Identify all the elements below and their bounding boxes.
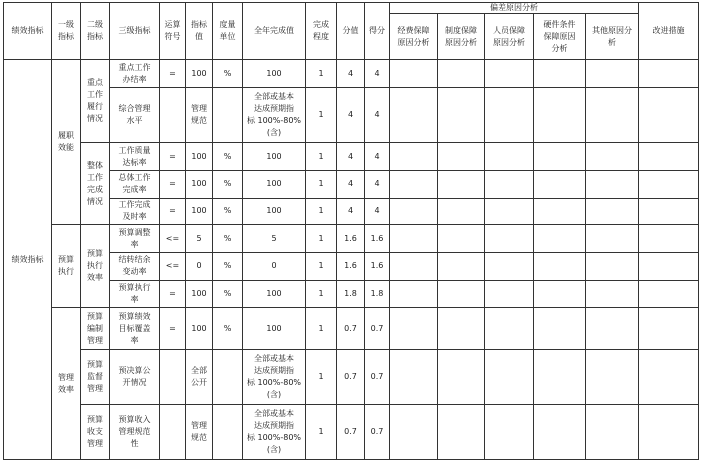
completion-cell: 1 <box>306 404 337 459</box>
deviation-cell <box>586 88 639 143</box>
deviation-cell <box>438 404 485 459</box>
operator-cell: <= <box>160 225 186 253</box>
annual-value-cell: 100 <box>243 60 306 88</box>
group-level2-key-work: 重点 工作 履行 情况 <box>81 60 110 143</box>
deviation-cell <box>534 225 586 253</box>
annual-value-cell: 全部或基本 达成预期指 标 100%-80% (含) <box>243 350 306 404</box>
header-deviation-group: 偏差原因分析 <box>390 3 639 14</box>
score-cell: 1.6 <box>365 252 390 280</box>
table-row <box>4 143 699 171</box>
unit-cell: % <box>213 143 243 171</box>
table-row <box>4 225 699 253</box>
deviation-cell <box>438 308 485 350</box>
table-row <box>4 60 699 88</box>
target-cell: 100 <box>186 308 213 350</box>
score-weight-cell: 4 <box>337 88 365 143</box>
score-cell: 4 <box>365 198 390 225</box>
header-dev-funding: 经费保障 原因分析 <box>390 14 438 60</box>
deviation-cell <box>485 60 534 88</box>
level3-cell: 重点工作 办结率 <box>110 60 160 88</box>
deviation-cell <box>390 60 438 88</box>
deviation-cell <box>390 308 438 350</box>
deviation-cell <box>534 350 586 404</box>
improvement-cell <box>639 88 699 143</box>
group-level1-duty: 履职 效能 <box>52 60 81 225</box>
unit-cell <box>213 350 243 404</box>
header-unit: 度量 单位 <box>213 3 243 60</box>
unit-cell: % <box>213 280 243 308</box>
target-cell: 100 <box>186 280 213 308</box>
score-weight-cell: 0.7 <box>337 404 365 459</box>
deviation-cell <box>586 252 639 280</box>
target-cell: 100 <box>186 171 213 199</box>
annual-value-cell: 100 <box>243 171 306 199</box>
group-indicator: 绩效指标 <box>4 60 52 460</box>
group-level2-overall-work: 整体 工作 完成 情况 <box>81 143 110 225</box>
deviation-cell <box>534 171 586 199</box>
deviation-cell <box>534 198 586 225</box>
improvement-cell <box>639 252 699 280</box>
level3-cell: 综合管理 水平 <box>110 88 160 143</box>
target-cell: 管理 规范 <box>186 404 213 459</box>
score-cell: 1.6 <box>365 225 390 253</box>
annual-value-cell: 全部或基本 达成预期指 标 100%-80% (含) <box>243 88 306 143</box>
operator-cell: = <box>160 143 186 171</box>
deviation-cell <box>438 143 485 171</box>
operator-cell <box>160 350 186 404</box>
target-cell: 5 <box>186 225 213 253</box>
target-cell: 管理 规范 <box>186 88 213 143</box>
deviation-cell <box>534 143 586 171</box>
deviation-cell <box>586 280 639 308</box>
deviation-cell <box>485 404 534 459</box>
operator-cell <box>160 88 186 143</box>
target-cell: 0 <box>186 252 213 280</box>
annual-value-cell: 全部或基本 达成预期指 标 100%-80% (含) <box>243 404 306 459</box>
operator-cell: = <box>160 60 186 88</box>
deviation-cell <box>485 88 534 143</box>
unit-cell: % <box>213 60 243 88</box>
completion-cell: 1 <box>306 171 337 199</box>
completion-cell: 1 <box>306 350 337 404</box>
score-cell: 0.7 <box>365 404 390 459</box>
improvement-cell <box>639 171 699 199</box>
header-operator: 运算 符号 <box>160 3 186 60</box>
deviation-cell <box>438 252 485 280</box>
improvement-cell <box>639 198 699 225</box>
deviation-cell <box>390 280 438 308</box>
operator-cell: = <box>160 171 186 199</box>
score-cell: 4 <box>365 143 390 171</box>
header-score-weight: 分值 <box>337 3 365 60</box>
header-target: 指标 值 <box>186 3 213 60</box>
target-cell: 100 <box>186 198 213 225</box>
deviation-cell <box>534 252 586 280</box>
deviation-cell <box>586 404 639 459</box>
score-cell: 4 <box>365 88 390 143</box>
annual-value-cell: 5 <box>243 225 306 253</box>
header-level2: 二级 指标 <box>81 3 110 60</box>
score-weight-cell: 0.7 <box>337 350 365 404</box>
completion-cell: 1 <box>306 198 337 225</box>
deviation-cell <box>390 350 438 404</box>
improvement-cell <box>639 225 699 253</box>
deviation-cell <box>485 198 534 225</box>
operator-cell <box>160 404 186 459</box>
completion-cell: 1 <box>306 280 337 308</box>
target-cell: 100 <box>186 60 213 88</box>
unit-cell: % <box>213 171 243 199</box>
level3-cell: 总体工作 完成率 <box>110 171 160 199</box>
improvement-cell <box>639 404 699 459</box>
improvement-cell <box>639 143 699 171</box>
deviation-cell <box>534 404 586 459</box>
score-weight-cell: 0.7 <box>337 308 365 350</box>
deviation-cell <box>485 225 534 253</box>
score-weight-cell: 4 <box>337 143 365 171</box>
deviation-cell <box>485 350 534 404</box>
group-level1-budget: 预算 执行 <box>52 225 81 308</box>
deviation-cell <box>485 308 534 350</box>
level3-cell: 预决算公 开情况 <box>110 350 160 404</box>
deviation-cell <box>586 171 639 199</box>
header-improvement: 改进措施 <box>639 3 699 60</box>
deviation-cell <box>390 252 438 280</box>
header-dev-other: 其他原因分 析 <box>586 14 639 60</box>
score-weight-cell: 4 <box>337 198 365 225</box>
header-indicator: 绩效指标 <box>4 3 52 60</box>
completion-cell: 1 <box>306 225 337 253</box>
deviation-cell <box>390 88 438 143</box>
score-weight-cell: 4 <box>337 171 365 199</box>
header-annual-value: 全年完成值 <box>243 3 306 60</box>
score-cell: 0.7 <box>365 350 390 404</box>
header-dev-personnel: 人员保障 原因分析 <box>485 14 534 60</box>
group-level2-budget-compile: 预算 编制 管理 <box>81 308 110 350</box>
deviation-cell <box>534 308 586 350</box>
group-level2-revenue-expenditure: 预算 收支 管理 <box>81 404 110 459</box>
completion-cell: 1 <box>306 252 337 280</box>
header-completion: 完成 程度 <box>306 3 337 60</box>
group-level1-management: 管理 效率 <box>52 308 81 460</box>
deviation-cell <box>390 198 438 225</box>
unit-cell <box>213 88 243 143</box>
deviation-cell <box>534 60 586 88</box>
operator-cell: = <box>160 198 186 225</box>
level3-cell: 工作质量 达标率 <box>110 143 160 171</box>
level3-cell: 工作完成 及时率 <box>110 198 160 225</box>
header-dev-hardware: 硬件条件 保障原因 分析 <box>534 14 586 60</box>
group-level2-budget-supervise: 预算 监督 管理 <box>81 350 110 404</box>
deviation-cell <box>438 280 485 308</box>
table-row <box>4 404 699 459</box>
deviation-cell <box>438 88 485 143</box>
level3-cell: 预算收入 管理规范 性 <box>110 404 160 459</box>
target-cell: 100 <box>186 143 213 171</box>
header-level1: 一级 指标 <box>52 3 81 60</box>
operator-cell: <= <box>160 252 186 280</box>
deviation-cell <box>586 60 639 88</box>
score-weight-cell: 1.6 <box>337 225 365 253</box>
annual-value-cell: 100 <box>243 143 306 171</box>
score-weight-cell: 1.8 <box>337 280 365 308</box>
level3-cell: 预算调整 率 <box>110 225 160 253</box>
deviation-cell <box>390 171 438 199</box>
score-weight-cell: 4 <box>337 60 365 88</box>
deviation-cell <box>438 60 485 88</box>
completion-cell: 1 <box>306 60 337 88</box>
deviation-cell <box>390 143 438 171</box>
target-cell: 全部 公开 <box>186 350 213 404</box>
annual-value-cell: 100 <box>243 308 306 350</box>
deviation-cell <box>485 252 534 280</box>
improvement-cell <box>639 308 699 350</box>
deviation-cell <box>438 225 485 253</box>
header-score: 得分 <box>365 3 390 60</box>
improvement-cell <box>639 60 699 88</box>
header-row-1 <box>4 3 699 14</box>
unit-cell: % <box>213 198 243 225</box>
deviation-cell <box>534 280 586 308</box>
performance-indicator-table <box>3 2 699 460</box>
completion-cell: 1 <box>306 143 337 171</box>
header-level3: 三级指标 <box>110 3 160 60</box>
group-level2-budget-execution: 预算 执行 效率 <box>81 225 110 308</box>
level3-cell: 预算绩效 目标覆盖 率 <box>110 308 160 350</box>
deviation-cell <box>534 88 586 143</box>
deviation-cell <box>586 143 639 171</box>
annual-value-cell: 100 <box>243 280 306 308</box>
deviation-cell <box>390 225 438 253</box>
deviation-cell <box>485 280 534 308</box>
unit-cell: % <box>213 225 243 253</box>
unit-cell <box>213 404 243 459</box>
table-row <box>4 350 699 404</box>
score-cell: 4 <box>365 60 390 88</box>
deviation-cell <box>485 171 534 199</box>
deviation-cell <box>438 171 485 199</box>
deviation-cell <box>390 404 438 459</box>
score-cell: 1.8 <box>365 280 390 308</box>
deviation-cell <box>586 198 639 225</box>
level3-cell: 结转结余 变动率 <box>110 252 160 280</box>
deviation-cell <box>485 143 534 171</box>
deviation-cell <box>586 225 639 253</box>
deviation-cell <box>438 198 485 225</box>
deviation-cell <box>586 350 639 404</box>
header-dev-system: 制度保障 原因分析 <box>438 14 485 60</box>
score-cell: 0.7 <box>365 308 390 350</box>
score-cell: 4 <box>365 171 390 199</box>
deviation-cell <box>586 308 639 350</box>
annual-value-cell: 100 <box>243 198 306 225</box>
improvement-cell <box>639 350 699 404</box>
score-weight-cell: 1.6 <box>337 252 365 280</box>
unit-cell: % <box>213 308 243 350</box>
operator-cell: = <box>160 280 186 308</box>
operator-cell: = <box>160 308 186 350</box>
level3-cell: 预算执行 率 <box>110 280 160 308</box>
improvement-cell <box>639 280 699 308</box>
deviation-cell <box>438 350 485 404</box>
table-row <box>4 308 699 350</box>
unit-cell: % <box>213 252 243 280</box>
annual-value-cell: 0 <box>243 252 306 280</box>
completion-cell: 1 <box>306 88 337 143</box>
completion-cell: 1 <box>306 308 337 350</box>
